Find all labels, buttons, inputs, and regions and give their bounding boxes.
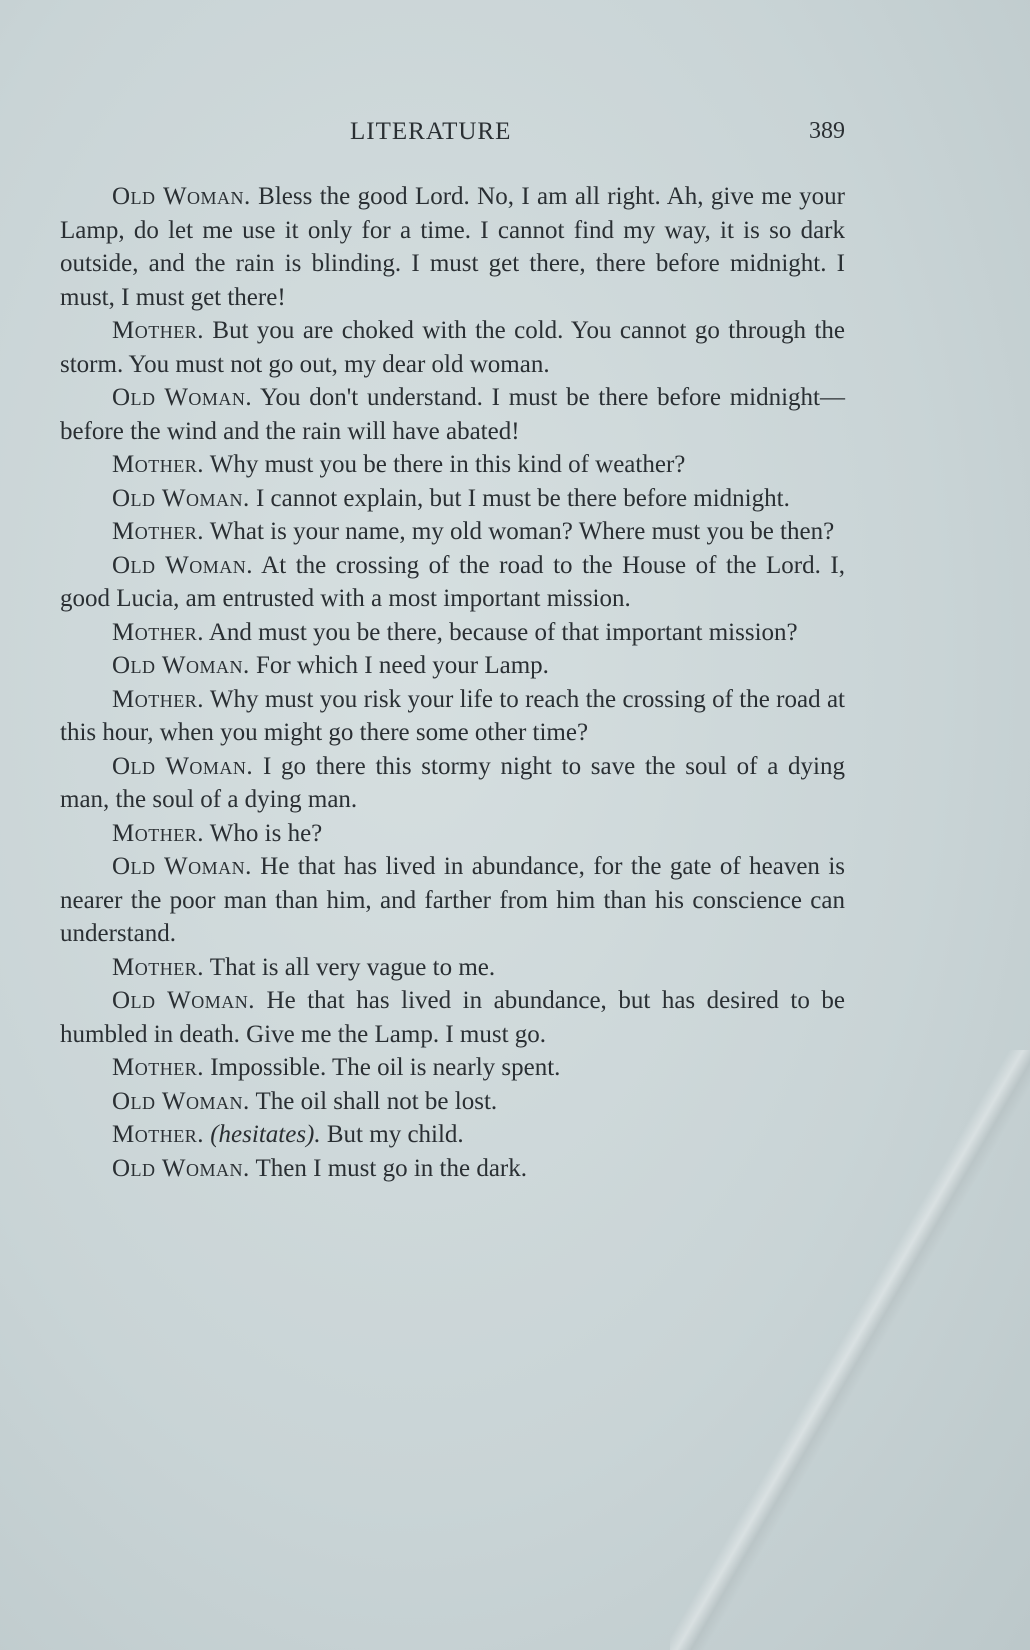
speaker-name: Mother. <box>112 685 204 713</box>
line-text: Why must you risk your life to reach the crossing of the road at this hour, when you might go there some other time? <box>60 685 845 746</box>
line-text: Why must you be there in this kind of weather? <box>209 451 686 478</box>
dialogue-line <box>60 951 845 985</box>
speaker-name: Old Woman. <box>112 853 252 880</box>
running-title: LITERATURE <box>350 118 512 145</box>
speaker-name: Mother. <box>112 518 204 545</box>
speaker-name: Old Woman. <box>112 484 250 512</box>
speaker-name: Old Woman. <box>112 551 253 579</box>
speaker-name: Mother. <box>112 1121 204 1148</box>
speaker-name: Mother. <box>112 317 204 344</box>
line-text: At the crossing of the road to the House of the Lord. I, good Lucia, am entrusted with a most important mission. <box>60 551 846 612</box>
speaker-name: Old Woman. <box>112 752 254 780</box>
dialogue-line <box>60 817 845 851</box>
speaker-name: Mother. <box>112 451 204 478</box>
speaker-name: Old Woman. <box>112 1154 250 1182</box>
page-header <box>60 118 845 158</box>
dialogue-line <box>60 649 845 683</box>
line-text: What is your name, my old woman? Where must you be then? <box>209 518 835 545</box>
line-text: He that has lived in abundance, but has desired to be humbled in death. Give me the Lamp. I must go. <box>60 987 846 1048</box>
dialogue-line <box>60 984 845 1051</box>
line-text: That is all very vague to me. <box>209 953 496 981</box>
line-text: He that has lived in abundance, for the gate of heaven is nearer the poor man than him, and farther from him than his conscience can understand. <box>60 853 846 947</box>
line-text: But my child. <box>326 1121 464 1148</box>
speaker-name: Mother. <box>112 618 204 646</box>
speaker-name: Old Woman. <box>112 384 253 411</box>
line-text: Bless the good Lord. No, I am all right. Ah, give me your Lamp, do let me use it only for a time. I cannot find my way, it is so dark outside, and the rain is blinding. I must get there, there before midnight. I must, I must get there! <box>60 183 845 311</box>
dialogue-line <box>60 482 845 516</box>
speaker-name: Mother. <box>112 1054 204 1081</box>
speaker-name: Old Woman. <box>112 652 250 679</box>
speaker-name: Mother. <box>112 819 204 847</box>
line-text: For which I need your Lamp. <box>255 652 549 679</box>
line-text: And must you be there, because of that important mission? <box>208 618 798 646</box>
dialogue-line <box>60 1118 845 1152</box>
speaker-name: Mother. <box>112 953 204 981</box>
dialogue-line <box>60 381 845 448</box>
stage-direction: (hesitates). <box>210 1121 321 1148</box>
line-text: But you are choked with the cold. You cannot go through the storm. You must not go out, my dear old woman. <box>60 317 846 378</box>
dialogue-line <box>60 549 845 616</box>
line-text: Who is he? <box>209 819 323 847</box>
dialogue-line <box>60 1051 845 1085</box>
dialogue-line <box>60 1085 845 1119</box>
dialogue-line <box>60 616 845 650</box>
line-text: I cannot explain, but I must be there before midnight. <box>255 484 790 512</box>
line-text: Then I must go in the dark. <box>255 1154 527 1182</box>
dialogue-line <box>60 683 845 750</box>
dialogue-line <box>60 515 845 549</box>
line-text: The oil shall not be lost. <box>255 1087 498 1115</box>
dialogue-line <box>60 1152 845 1186</box>
dialogue-line <box>60 314 845 381</box>
line-text: You don't understand. I must be there before midnight—before the wind and the rain will have abated! <box>60 384 845 445</box>
dialogue-body <box>60 180 845 1185</box>
dialogue-line <box>60 180 845 314</box>
dialogue-line <box>60 750 845 817</box>
speaker-name: Old Woman. <box>112 183 251 210</box>
page-number: 389 <box>809 118 845 144</box>
speaker-name: Old Woman. <box>112 1087 250 1115</box>
line-text: Impossible. The oil is nearly spent. <box>210 1054 561 1081</box>
dialogue-line <box>60 850 845 951</box>
speaker-name: Old Woman. <box>112 987 255 1014</box>
line-text: I go there this stormy night to save the soul of a dying man, the soul of a dying man. <box>60 752 846 813</box>
dialogue-line <box>60 448 845 482</box>
